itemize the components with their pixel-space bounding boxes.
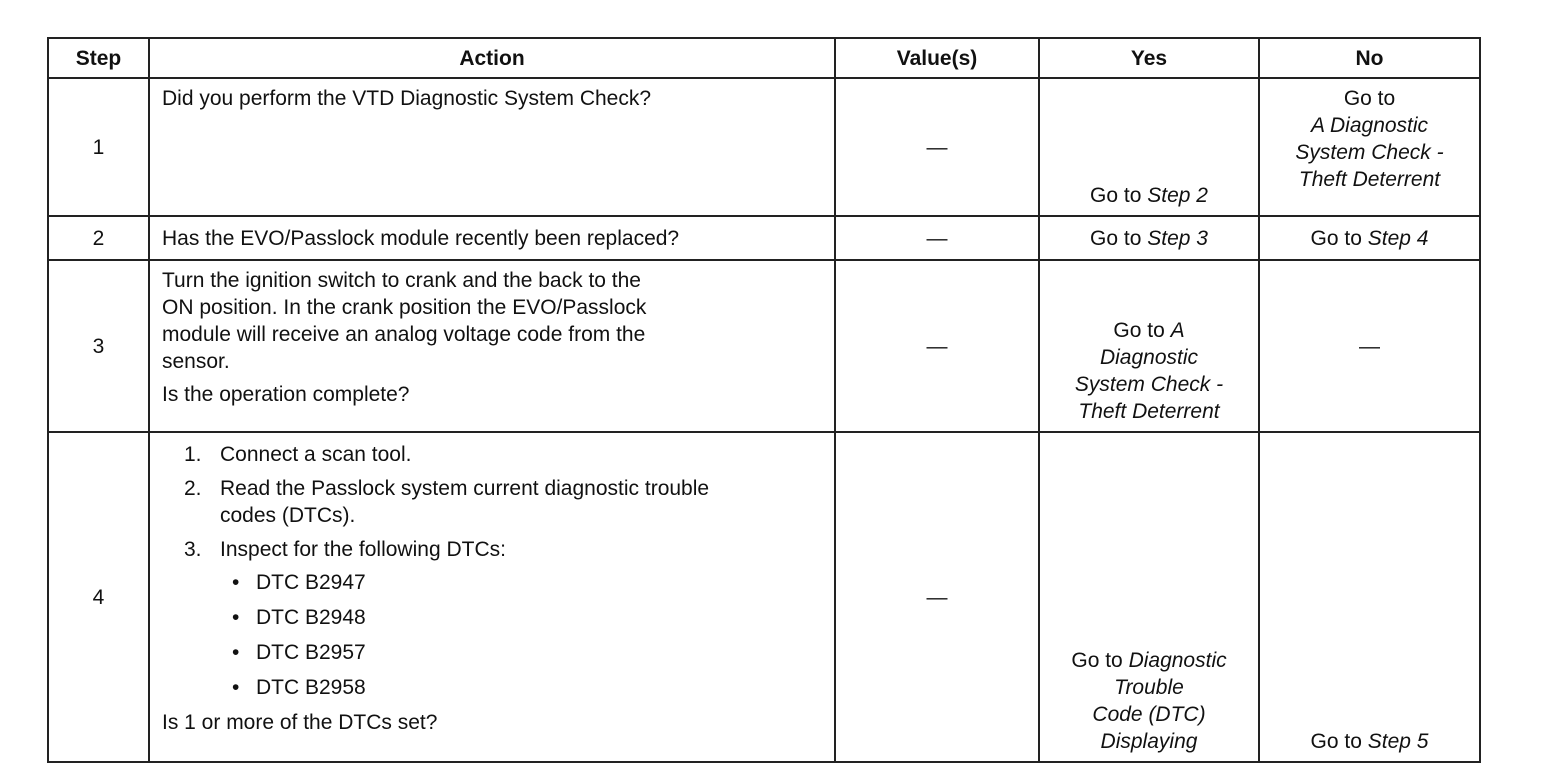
yes-cell: [1039, 216, 1259, 260]
step-number: 4: [48, 432, 149, 762]
action-cell: [149, 432, 835, 762]
action-line: sensor.: [162, 350, 230, 373]
value-cell: —: [835, 78, 1039, 216]
action-line: Turn the ignition switch to crank and the back to the: [162, 269, 641, 292]
yes-cell: [1039, 78, 1259, 216]
no-cell: [1259, 432, 1480, 762]
list-item: [162, 536, 824, 701]
list-text: Inspect for the following DTCs:: [220, 538, 506, 561]
header-row: [48, 38, 1480, 78]
no-prefix: Go to: [1310, 226, 1368, 250]
action-question: Is 1 or more of the DTCs set?: [162, 711, 438, 734]
yes-link-line: Trouble: [1114, 676, 1184, 699]
no-prefix: Go to: [1343, 87, 1396, 110]
yes-cell: [1039, 432, 1259, 762]
no-link[interactable]: [1264, 112, 1475, 193]
value-cell: —: [835, 216, 1039, 260]
yes-prefix: Go to: [1090, 184, 1148, 207]
yes-link[interactable]: Step 2: [1147, 184, 1208, 207]
yes-link-line: Theft Deterrent: [1078, 400, 1220, 423]
header-no: No: [1259, 38, 1480, 78]
action-text: [162, 267, 824, 375]
dtc-item: [220, 569, 824, 596]
dtc-list: [220, 569, 824, 701]
no-link[interactable]: Step 4: [1367, 226, 1429, 250]
action-cell: [149, 260, 835, 432]
list-number: 3.: [184, 538, 202, 561]
table-row: [48, 216, 1480, 260]
list-number: 1.: [184, 443, 202, 466]
yes-prefix: Go to: [1090, 226, 1148, 250]
yes-link-first[interactable]: A: [1170, 319, 1185, 342]
yes-link[interactable]: [1044, 344, 1254, 425]
action-cell: [149, 216, 835, 260]
action-question: Is the operation complete?: [162, 383, 410, 406]
action-line: ON position. In the crank position the EVO/Passlock: [162, 296, 647, 319]
header-yes: Yes: [1039, 38, 1259, 78]
no-cell: [1259, 78, 1480, 216]
dtc-code: DTC B2957: [256, 641, 366, 664]
value-cell: —: [835, 432, 1039, 762]
value-cell: —: [835, 260, 1039, 432]
table-row: [48, 260, 1480, 432]
step-number: 2: [48, 216, 149, 260]
yes-prefix: Go to: [1113, 319, 1171, 342]
header-step: Step: [48, 38, 149, 78]
no-link-line: A Diagnostic: [1310, 114, 1429, 137]
no-link[interactable]: Step 5: [1367, 730, 1429, 753]
no-link-line: System Check -: [1295, 141, 1444, 164]
yes-link-line: Displaying: [1100, 730, 1198, 753]
no-cell: [1259, 216, 1480, 260]
yes-link-first[interactable]: Diagnostic: [1128, 649, 1227, 672]
procedure-list: [162, 441, 824, 701]
diagnostic-table: [47, 37, 1481, 763]
dtc-code: DTC B2958: [256, 676, 366, 699]
list-text-line: codes (DTCs).: [220, 504, 356, 527]
bullet-icon: •: [232, 571, 240, 594]
bullet-icon: •: [232, 606, 240, 629]
list-item: [162, 475, 824, 529]
list-number: 2.: [184, 477, 202, 500]
action-cell: [149, 78, 835, 216]
table-row: [48, 432, 1480, 762]
list-text-line: Read the Passlock system current diagnostic trouble: [220, 477, 710, 500]
header-values: Value(s): [835, 38, 1039, 78]
header-action: Action: [149, 38, 835, 78]
yes-link-line: Code (DTC): [1092, 703, 1206, 726]
yes-link-line: Diagnostic: [1099, 346, 1199, 369]
yes-prefix: Go to: [1071, 649, 1129, 672]
no-prefix: Go to: [1310, 730, 1368, 753]
action-text: Did you perform the VTD Diagnostic System Check?: [162, 87, 652, 110]
no-cell: —: [1259, 260, 1480, 432]
bullet-icon: •: [232, 676, 240, 699]
table-row: [48, 78, 1480, 216]
dtc-code: DTC B2948: [256, 606, 366, 629]
list-text: Connect a scan tool.: [220, 443, 412, 466]
dtc-code: DTC B2947: [256, 571, 366, 594]
step-number: 1: [48, 78, 149, 216]
action-line: module will receive an analog voltage code from the: [162, 323, 646, 346]
bullet-icon: •: [232, 641, 240, 664]
yes-cell: [1039, 260, 1259, 432]
dtc-item: [220, 639, 824, 666]
yes-link[interactable]: Step 3: [1147, 226, 1208, 250]
yes-link-line: System Check -: [1074, 373, 1224, 396]
step-number: 3: [48, 260, 149, 432]
no-link-line: Theft Deterrent: [1298, 168, 1441, 191]
dtc-item: [220, 604, 824, 631]
action-text: Has the EVO/Passlock module recently been replaced?: [162, 226, 680, 250]
yes-link[interactable]: [1044, 674, 1254, 755]
dtc-item: [220, 674, 824, 701]
list-item: [162, 441, 824, 468]
